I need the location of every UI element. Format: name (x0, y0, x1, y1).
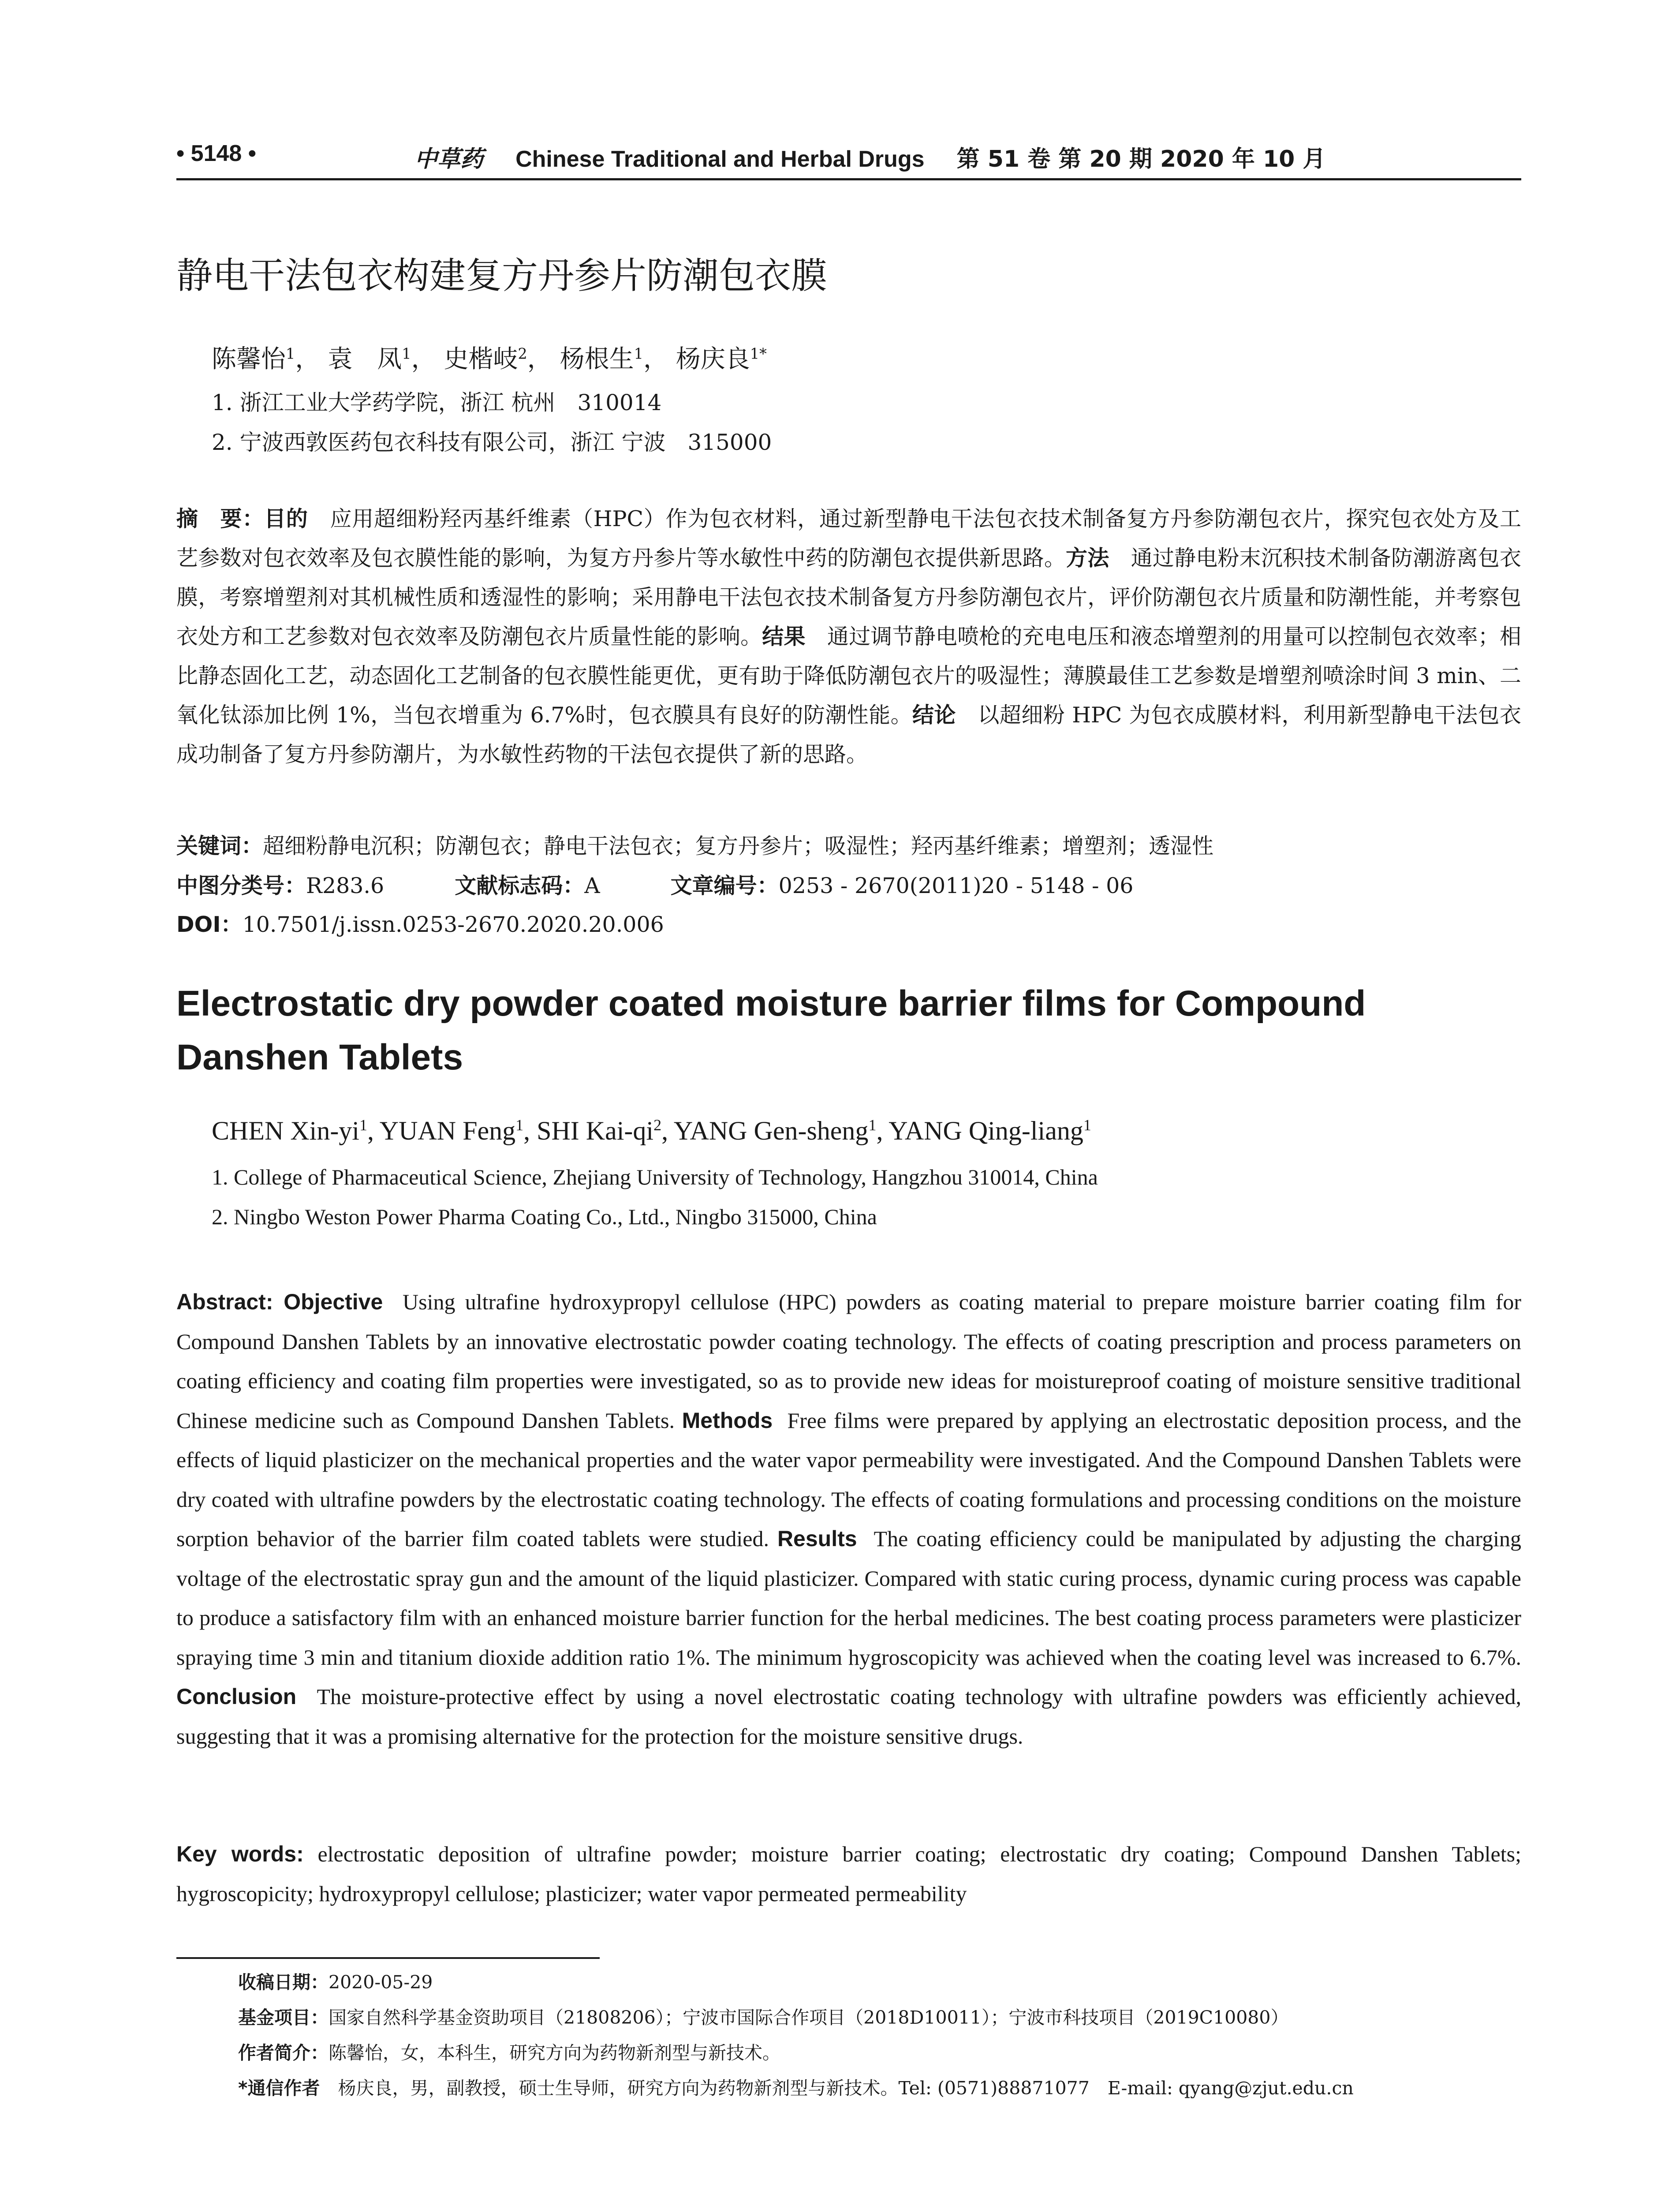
author-list-cn: 陈馨怡$^1$， 袁 凤$^1$， 史楷岐$^2$， 杨根生$^1$， 杨庆良$^{1*}$ (212, 345, 767, 374)
footnote-author-bio (238, 2038, 780, 2064)
footnote-text: 杨庆良，男，副教授，硕士生导师，研究方向为药物新剂型与新技术。Tel: (0571)88871077 E-mail: qyang@zjut.edu.cn (338, 2078, 1354, 2099)
footnote-text: 国家自然科学基金资助项目（21808206）；宁波市国际合作项目（2018D10011）；宁波市科技项目（2019C10080） (329, 2007, 1289, 2028)
footnote-label: 作者简介： (238, 2042, 329, 2063)
keywords-label: 关键词： (176, 833, 263, 859)
results-label: 结果 (762, 624, 806, 649)
objective-text: Using ultrafine hydroxypropyl cellulose (HPC) powders as coating material to prepare moisture barrier coating film for Compound Danshen Tablets by an innovative electrostatic powder coating technology. The effects of coating prescription and process parameters on coating efficiency and coating film properties were investigated, so as to provide new ideas for moistureproof coating of moisture sensitive traditional Chinese medicine such as Compound Danshen Tablets. (176, 1289, 1522, 1433)
results-label: Results (777, 1526, 857, 1551)
affiliation-en-1: 1. College of Pharmaceutical Science, Zhejiang University of Technology, Hangzhou 310014, China (212, 1165, 1098, 1189)
author-name: 袁 凤 (328, 345, 402, 374)
journal-name (414, 140, 1325, 173)
clc-label: 中图分类号： (176, 873, 306, 898)
author-affiliation-mark: 2 (653, 1116, 662, 1134)
abstract-en (176, 1282, 1521, 1756)
doi-value: 10.7501/j.issn.0253-2670.2020.20.006 (242, 912, 664, 937)
author-list-en: CHEN Xin-$yi^1$, YUAN Feng$^1$, SHI Kai-$qi^2$, YANG Gen-sheng$^1$, YANG Qing-liang$^1$ (212, 1116, 1091, 1145)
keywords-text: electrostatic deposition of ultrafine powder; moisture barrier coating; electrostatic dry coating; Compound Danshen Tablets; hygroscopicity; hydroxypropyl cellulose; plasticizer; water vapor permeated permeability (176, 1842, 1521, 1906)
paper-title-en: Electrostatic dry powder coated moisture barrier films for Compound Danshen Tablets (176, 983, 1366, 1077)
footnote-text: 2020-05-29 (329, 1972, 433, 1993)
article-number-label: 文章编号： (670, 873, 779, 898)
article-number-value: 0253 - 2670(2011)20 - 5148 - 06 (778, 873, 1134, 898)
footnote-label: *通信作者 (238, 2078, 338, 2099)
methods-label: Methods (682, 1408, 773, 1433)
author-affiliation-mark: 1* (750, 345, 767, 363)
methods-text: Free films were prepared by applying an electrostatic deposition process, and the effects of liquid plasticizer on the mechanical properties and the water vapor permeability were investigated. And the Compound Danshen Tablets were dry coated with ultrafine powders by the electrostatic coating technology. The effects of coating formulations and processing conditions on the moisture sorption behavior of the barrier film coated tablets were studied. (176, 1408, 1521, 1551)
footnote-label: 基金项目： (238, 2007, 329, 2028)
footnote-received (238, 1968, 433, 1994)
keywords-cn (176, 829, 1213, 860)
issue-info: 第 51 卷 第 20 期 2020 年 10 月 (956, 146, 1326, 172)
conclusion-text: The moisture-protective effect by using a novel electrostatic coating technology with ultrafine powders was efficiently achieved, suggesting that it was a promising alternative for the protection for the moisture sensitive drugs. (176, 1684, 1522, 1749)
methods-text: 通过静电粉末沉积技术制备防潮游离包衣膜，考察增塑剂对其机械性质和透湿性的影响；采用静电干法包衣技术制备复方丹参防潮包衣片，评价防潮包衣片质量和防潮性能，并考察包衣处方和工艺参数对包衣效率及防潮包衣片质量性能的影响。 (176, 546, 1521, 649)
author-affiliation-mark: 1 (515, 1116, 524, 1134)
page-number: • 5148 • (176, 141, 256, 166)
keywords-text: 超细粉静电沉积；防潮包衣；静电干法包衣；复方丹参片；吸湿性；羟丙基纤维素；增塑剂；透湿性 (263, 833, 1214, 859)
affiliation-cn-1: 1. 浙江工业大学药学院，浙江 杭州 310014 (212, 390, 662, 415)
author-affiliation-mark: 1 (402, 345, 411, 363)
running-header (176, 140, 1521, 176)
doi-label: DOI： (176, 912, 243, 937)
author-affiliation-mark: 2 (518, 345, 527, 363)
author-affiliation-mark: 1 (868, 1116, 877, 1134)
results-text: The coating efficiency could be manipulated by adjusting the charging voltage of the electrostatic spray gun and the amount of the liquid plasticizer. Compared with static curing process, dynamic curing process was capable to produce a satisfactory film with an enhanced moisture barrier function for the herbal medicines. The best coating process parameters were plasticizer spraying time 3 min and titanium dioxide addition ratio 1%. The minimum hygroscopicity was achieved when the coating level was increased to 6.7%. (176, 1526, 1521, 1670)
doccode-label: 文献标志码： (455, 873, 585, 898)
author-name: SHI Kai-qi (537, 1116, 654, 1145)
author-affiliation-mark: 1 (359, 1116, 367, 1134)
header-rule (176, 178, 1521, 180)
author-affiliation-mark: 1 (286, 345, 295, 363)
doi-line (176, 908, 664, 938)
footnote-funding (238, 2003, 1288, 2029)
objective-label: 目的 (264, 506, 308, 531)
author-name: YANG Gen-sheng (673, 1116, 869, 1145)
author-name: 杨庆良 (676, 345, 750, 374)
footnote-text: 陈馨怡，女，本科生，研究方向为药物新剂型与新技术。 (329, 2042, 780, 2063)
affiliation-cn-2: 2. 宁波西敦医药包衣科技有限公司，浙江 宁波 315000 (212, 430, 772, 455)
author-name: 陈馨怡 (212, 345, 286, 374)
author-name: 史楷岐 (444, 345, 518, 374)
methods-label: 方法 (1066, 546, 1109, 571)
footnote-rule (176, 1957, 600, 1959)
affiliation-en-2: 2. Ningbo Weston Power Pharma Coating Co., Ltd., Ningbo 315000, China (212, 1204, 877, 1229)
author-name: CHEN Xin-yi (212, 1116, 359, 1145)
keywords-label: Key words: (176, 1842, 304, 1866)
author-name: YANG Qing-liang (889, 1116, 1083, 1145)
results-text: 通过调节静电喷枪的充电电压和液态增塑剂的用量可以控制包衣效率；相比静态固化工艺，动态固化工艺制备的包衣膜性能更优，更有助于降低防潮包衣片的吸湿性；薄膜最佳工艺参数是增塑剂喷涂时间 3 min、二氧化钛添加比例 1%，当包衣增重为 6.7%时，包衣膜具有良好的防潮性能。 (176, 624, 1521, 728)
footnote-label: 收稿日期： (238, 1972, 329, 1993)
author-affiliation-mark: 1 (1083, 1116, 1091, 1134)
author-name: YUAN Feng (379, 1116, 516, 1145)
journal-name-en: Chinese Traditional and Herbal Drugs (515, 146, 925, 172)
objective-text: 应用超细粉羟丙基纤维素（HPC）作为包衣材料，通过新型静电干法包衣技术制备复方丹参防潮包衣片，探究包衣处方及工艺参数对包衣效率及包衣膜性能的影响，为复方丹参片等水敏性中药的防潮包衣提供新思路。 (176, 506, 1521, 571)
keywords-en (176, 1835, 1521, 1913)
paper-title-cn: 静电干法包衣构建复方丹参片防潮包衣膜 (176, 255, 828, 297)
classification-line (176, 869, 1133, 900)
abstract-objective-label: Abstract: Objective (176, 1289, 383, 1314)
abstract-label: 摘 要： (176, 506, 265, 531)
journal-name-cn: 中草药 (414, 146, 484, 172)
conclusion-label: 结论 (912, 703, 956, 728)
conclusion-text: 以超细粉 HPC 为包衣成膜材料，利用新型静电干法包衣成功制备了复方丹参防潮片，为水敏性药物的干法包衣提供了新的思路。 (176, 703, 1521, 767)
author-affiliation-mark: 1 (634, 345, 643, 363)
abstract-cn (176, 499, 1521, 774)
conclusion-label: Conclusion (176, 1684, 297, 1709)
footnote-corresponding (238, 2074, 1354, 2100)
doccode-value: A (584, 873, 600, 898)
author-name: 杨根生 (560, 345, 634, 374)
clc-value: R283.6 (306, 873, 385, 898)
